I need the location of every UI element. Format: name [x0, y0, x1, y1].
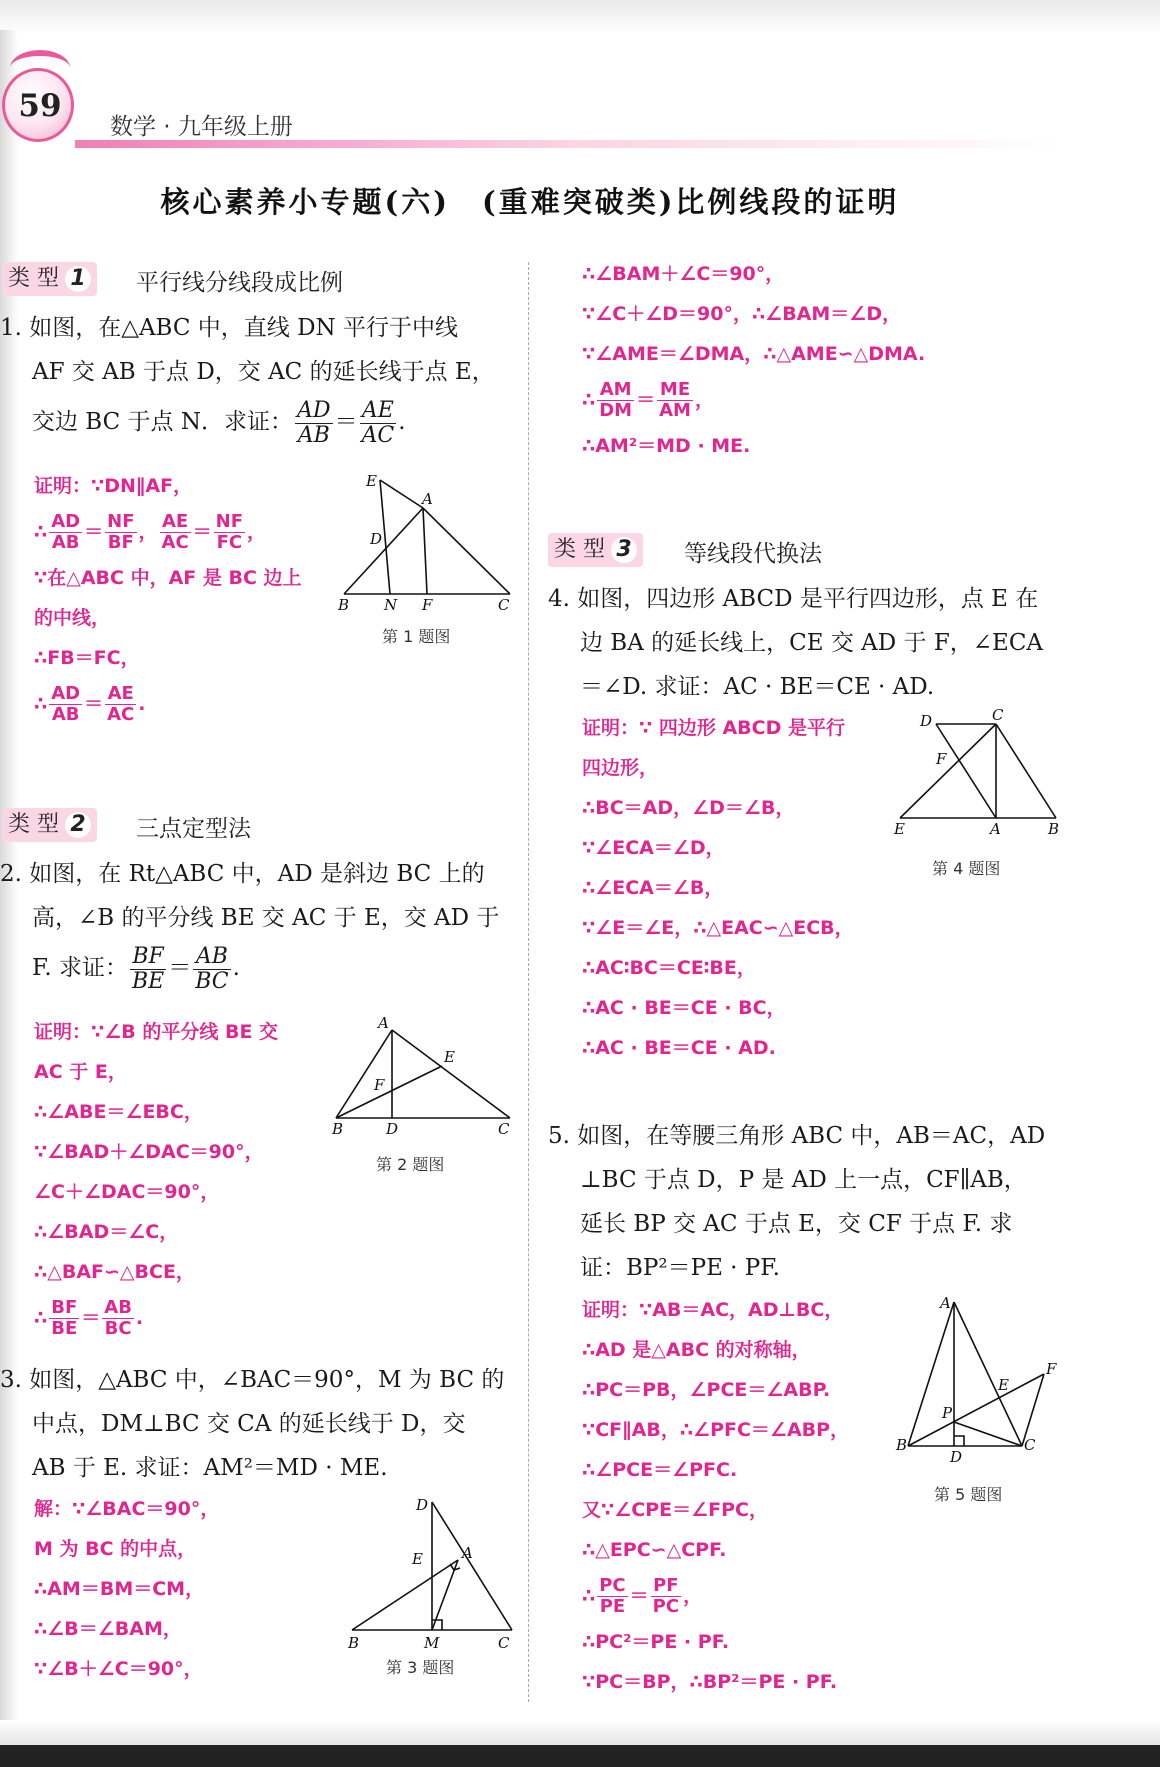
- q1-frac-ad-ab: [295, 399, 333, 448]
- p4-line4: ∵∠ECA＝∠D，: [582, 837, 725, 859]
- fig4-label-b: B: [1048, 820, 1060, 838]
- frac-den: BE: [51, 1318, 78, 1339]
- frac-num: AB: [193, 945, 230, 970]
- section-1-tag: [2, 262, 97, 296]
- frac-nf-bf: [105, 512, 136, 553]
- fig3-label-c: C: [498, 1634, 510, 1652]
- section-3-tag: [548, 533, 643, 567]
- fig1-label-c: C: [498, 596, 510, 614]
- p5-line1: 证明：∵AB＝AC，AD⊥BC，: [582, 1299, 844, 1321]
- p4-line9: ∴AC · BE＝CE · AD.: [582, 1037, 776, 1059]
- p5-line7: ∴△EPC∽△CPF.: [582, 1539, 727, 1561]
- punct: ，: [683, 1585, 703, 1607]
- fig4-line-ec: [900, 724, 996, 818]
- figure-1-svg: [338, 470, 513, 614]
- frac-ae-ac: [160, 512, 191, 553]
- p3-right-line5: ∴AM²＝MD · ME.: [582, 435, 751, 457]
- p5-line5: ∴∠PCE＝∠PFC.: [582, 1459, 738, 1481]
- p5-line2: ∴AD 是△ABC 的对称轴，: [582, 1339, 811, 1361]
- p5-line3: ∴PC＝PB，∠PCE＝∠ABP.: [582, 1379, 831, 1401]
- section-3-tag-label: 类 型: [554, 537, 605, 562]
- fig2-label-a: A: [378, 1014, 389, 1032]
- frac-num: BF: [51, 1297, 78, 1318]
- frac-den: DM: [599, 400, 633, 421]
- p3-right-line2: ∵∠C＋∠D＝90°，∴∠BAM＝∠D，: [582, 303, 902, 325]
- q1-line3: 交边 BC 于点 N．求证： $\frac{AD}{AB}$ ＝ $\frac{AE}{AC}$ .: [32, 397, 406, 448]
- fig3-label-e: E: [412, 1550, 423, 1568]
- figure-3-svg: [346, 1496, 521, 1652]
- frac-pf-pc: [651, 1576, 681, 1617]
- frac-num: AE: [105, 684, 136, 705]
- q2-line3-prefix: F. 求证：: [32, 955, 128, 981]
- frac-num: AD: [51, 683, 81, 704]
- fig4-line-cb: [996, 724, 1056, 818]
- q3-line3: AB 于 E. 求证：AM²＝MD · ME.: [32, 1455, 388, 1481]
- fig2-label-f: F: [374, 1076, 385, 1094]
- frac-ab-bc: [102, 1298, 134, 1339]
- fig5-line-ac: [954, 1302, 1022, 1446]
- therefore-symbol: ∴: [34, 693, 48, 715]
- fig3-label-a: A: [462, 1544, 473, 1562]
- p3-line2: M 为 BC 的中点，: [34, 1538, 197, 1560]
- page-number: 59: [18, 88, 62, 124]
- section-2-tag: [2, 808, 97, 842]
- q4-line1: 4. 如图，四边形 ABCD 是平行四边形，点 E 在: [548, 586, 1039, 612]
- p4-line3: ∴BC＝AD，∠D＝∠B，: [582, 797, 795, 819]
- fig1-label-n: N: [384, 596, 398, 614]
- fig1-label-e: E: [366, 472, 377, 490]
- frac-ad-ab: [49, 512, 82, 553]
- frac-den: PC: [652, 1596, 680, 1617]
- equals: ＝: [192, 521, 212, 543]
- frac-num: AD: [297, 397, 331, 423]
- frac-den: PE: [599, 1596, 626, 1617]
- therefore-symbol: ∴: [34, 1307, 48, 1329]
- frac-den: AM: [659, 400, 691, 421]
- punct: ，: [694, 389, 714, 411]
- q2-line2: 高，∠B 的平分线 BE 交 AC 于 E，交 AD 于: [32, 905, 500, 931]
- p3-line5: ∵∠B＋∠C＝90°，: [34, 1658, 203, 1680]
- p1-line6: ∴ $\frac{AD}{AB}$ ＝ $\frac{AE}{AC}$ .: [34, 683, 146, 725]
- frac-num: NF: [107, 511, 135, 532]
- frac-num: ME: [657, 380, 693, 401]
- frac-den: AB: [51, 704, 80, 725]
- fig2-label-e: E: [444, 1048, 455, 1066]
- frac-num: AD: [51, 511, 81, 532]
- p2-line4: ∵∠BAD＋∠DAC＝90°，: [34, 1141, 264, 1163]
- fig5-label-p: P: [942, 1404, 953, 1422]
- figure-1-caption: 第 1 题图: [382, 627, 451, 646]
- figure-2-caption: 第 2 题图: [376, 1155, 445, 1174]
- p2-line2: AC 于 E，: [34, 1061, 127, 1083]
- fig2-label-c: C: [498, 1120, 510, 1138]
- equals: ＝: [84, 521, 104, 543]
- p4-line8: ∴AC · BE＝CE · BC，: [582, 997, 786, 1019]
- frac-ae-ac: [105, 684, 136, 725]
- proof-5: [582, 1290, 922, 1702]
- punct: .: [138, 693, 146, 715]
- q4-line3: ＝∠D. 求证：AC · BE＝CE · AD.: [580, 674, 935, 700]
- question-2: [0, 852, 520, 996]
- fig1-label-a: A: [422, 490, 433, 508]
- q1-line2: AF 交 AB 于点 D，交 AC 的延长线于点 E，: [32, 359, 495, 385]
- q1-line1: 1. 如图，在△ABC 中，直线 DN 平行于中线: [0, 315, 458, 341]
- frac-num: AM: [597, 380, 634, 401]
- p5-line9: ∴PC²＝PE · PF.: [582, 1631, 730, 1653]
- p3-line3: ∴AM＝BM＝CM，: [34, 1578, 205, 1600]
- p2-line6: ∴∠BAD＝∠C，: [34, 1221, 179, 1243]
- p1-line3: ∵在△ABC 中，AF 是 BC 边上: [34, 567, 302, 589]
- therefore-symbol: ∴: [582, 389, 596, 411]
- frac-den: AB: [297, 422, 330, 448]
- figure-5-svg: [896, 1294, 1066, 1468]
- fig5-label-e: E: [998, 1376, 1009, 1394]
- fig3-label-d: D: [416, 1496, 429, 1514]
- fig1-line-ac: [423, 508, 510, 594]
- q1-frac-ae-ac: [360, 399, 397, 448]
- p3-right-line3: ∵∠AME＝∠DMA，∴△AME∽△DMA.: [582, 343, 926, 365]
- figure-5: [896, 1294, 1066, 1472]
- frac-den: BE: [132, 968, 165, 994]
- frac-num: NF: [215, 511, 244, 532]
- p4-line6: ∵∠E＝∠E，∴△EAC∽△ECB，: [582, 917, 854, 939]
- q3-line2: 中点，DM⊥BC 交 CA 的延长线于 D，交: [32, 1411, 466, 1437]
- frac-num: AE: [160, 512, 191, 533]
- frac-num: AB: [104, 1297, 132, 1318]
- section-2-number: 2: [65, 812, 91, 838]
- fig1-label-d: D: [370, 530, 383, 548]
- figure-2: [332, 1014, 517, 1142]
- figure-1: [338, 470, 513, 614]
- figure-4-svg: [892, 706, 1062, 842]
- p2-line5: ∠C＋∠DAC＝90°，: [34, 1181, 220, 1203]
- frac-num: BF: [130, 945, 166, 970]
- q2-frac-ab-bc: [193, 945, 230, 994]
- therefore-symbol: ∴: [34, 521, 48, 543]
- frac-den: BC: [195, 968, 229, 994]
- fig3-line-dc: [432, 1502, 512, 1630]
- fig5-label-f: F: [1046, 1360, 1057, 1378]
- question-4: [548, 577, 1068, 709]
- page-bottom-shadow: [0, 1720, 1160, 1745]
- frac-den: AC: [361, 422, 395, 448]
- p4-line2: 四边形，: [582, 757, 659, 779]
- fig1-label-f: F: [422, 596, 433, 614]
- frac-am-dm: [597, 380, 634, 421]
- p3-right-line4: ∴ $\frac{AM}{DM}$ ＝ $\frac{ME}{AM}$ ，: [582, 379, 714, 421]
- question-5: [548, 1114, 1068, 1290]
- figure-4: [892, 706, 1062, 846]
- book-title: 数学 · 九年级上册: [110, 114, 293, 140]
- p4-line7: ∴AC∶BC＝CE∶BE，: [582, 957, 756, 979]
- frac-num: PC: [599, 1575, 626, 1596]
- column-divider: [528, 262, 529, 1702]
- p2-line7: ∴△BAF∽△BCE，: [34, 1261, 195, 1283]
- fig3-label-m: M: [424, 1634, 440, 1652]
- fig4-label-d: D: [920, 712, 933, 730]
- q5-line4: 证：BP²＝PE · PF.: [580, 1255, 780, 1281]
- frac-pc-pe: [597, 1576, 627, 1617]
- proof-4: [582, 708, 922, 1068]
- p3-line1: 解：∵∠BAC＝90°，: [34, 1498, 220, 1520]
- section-1-tag-label: 类 型: [8, 266, 59, 291]
- proof-2: [34, 1012, 334, 1344]
- p1-line2: [34, 506, 334, 558]
- p1-line1: 证明：∵DN∥AF，: [34, 475, 193, 497]
- p1-line4: 的中线，: [34, 607, 111, 629]
- page-title: 核心素养小专题(六) (重难突破类)比例线段的证明: [160, 185, 900, 219]
- separator: ，: [138, 521, 158, 543]
- frac-den: FC: [216, 532, 243, 553]
- section-1-number: 1: [65, 266, 91, 292]
- fig4-label-a: A: [990, 820, 1001, 838]
- figure-3-caption: 第 3 题图: [386, 1658, 455, 1677]
- section-1-heading: [2, 262, 522, 300]
- bottom-bar: [0, 1745, 1160, 1767]
- p2-line8: ∴ $\frac{BF}{BE}$ ＝ $\frac{AB}{BC}$ .: [34, 1297, 144, 1339]
- fig5-label-b: B: [896, 1436, 908, 1454]
- header-underline: [75, 140, 1060, 148]
- frac-den: AC: [107, 704, 135, 725]
- proof-3-right: [582, 254, 1052, 466]
- p3-right-line1: ∴∠BAM＋∠C＝90°，: [582, 263, 785, 285]
- fig1-label-b: B: [338, 596, 350, 614]
- fig4-label-f: F: [936, 750, 947, 768]
- p2-line3: ∴∠ABE＝∠EBC，: [34, 1101, 203, 1123]
- q2-line3: F. 求证： $\frac{BF}{BE}$ ＝ $\frac{AB}{BC}$ .: [32, 943, 240, 994]
- punct: .: [135, 1307, 144, 1329]
- q5-line2: ⊥BC 于点 D，P 是 AD 上一点，CF∥AB，: [580, 1167, 1027, 1193]
- fig5-label-c: C: [1024, 1436, 1036, 1454]
- frac-me-am: [657, 380, 693, 421]
- section-3-number: 3: [611, 537, 637, 563]
- section-2-tag-label: 类 型: [8, 812, 59, 837]
- frac-den: BF: [107, 532, 134, 553]
- question-1: [0, 306, 520, 450]
- p4-line1: 证明：∵ 四边形 ABCD 是平行: [582, 717, 845, 739]
- q1-end: .: [398, 409, 406, 435]
- section-1-title: 平行线分线段成比例: [136, 270, 343, 296]
- q4-line2: 边 BA 的延长线上，CE 交 AD 于 F，∠ECA: [580, 630, 1044, 656]
- fig2-line-ac: [392, 1030, 510, 1118]
- section-2-title: 三点定型法: [136, 816, 251, 842]
- frac-den: AC: [161, 532, 189, 553]
- figure-5-caption: 第 5 题图: [934, 1485, 1003, 1504]
- q2-frac-bf-be: [130, 945, 166, 994]
- frac-bf-be: [49, 1298, 79, 1339]
- p2-line1: 证明：∵∠B 的平分线 BE 交: [34, 1021, 279, 1043]
- q5-line3: 延长 BP 交 AC 于点 E，交 CF 于点 F. 求: [580, 1211, 1013, 1237]
- frac-den: AB: [51, 532, 80, 553]
- therefore-symbol: ∴: [582, 1585, 596, 1607]
- p3-line4: ∴∠B＝∠BAM，: [34, 1618, 182, 1640]
- question-3: [0, 1358, 520, 1490]
- frac-num: PF: [651, 1576, 681, 1597]
- fig5-right-angle: [954, 1436, 964, 1446]
- fig3-label-b: B: [348, 1634, 360, 1652]
- section-2-heading: [2, 808, 522, 846]
- fig4-label-e: E: [894, 820, 905, 838]
- q3-line1: 3. 如图，△ABC 中，∠BAC＝90°，M 为 BC 的: [0, 1367, 505, 1393]
- punct: ，: [247, 521, 267, 543]
- fig1-line-af: [423, 508, 427, 594]
- figure-3: [346, 1498, 521, 1652]
- q2-end: .: [232, 955, 240, 981]
- p4-line5: ∴∠ECA＝∠B，: [582, 877, 724, 899]
- q1-line3-prefix: 交边 BC 于点 N．求证：: [32, 409, 293, 435]
- p5-line10: ∵PC＝BP，∴BP²＝PE · PF.: [582, 1671, 838, 1693]
- q5-line1: 5. 如图，在等腰三角形 ABC 中，AB＝AC，AD: [548, 1123, 1046, 1149]
- frac-den: BC: [104, 1318, 132, 1339]
- fig5-label-d: D: [950, 1448, 963, 1466]
- fig2-label-b: B: [332, 1120, 344, 1138]
- figure-2-svg: [332, 1014, 517, 1138]
- fig1-line-ea: [380, 480, 423, 508]
- proof-1: [34, 466, 334, 730]
- p5-line6: 又∵∠CPE＝∠FPC，: [582, 1499, 768, 1521]
- frac-nf-fc: [214, 512, 245, 553]
- figure-4-caption: 第 4 题图: [932, 859, 1001, 878]
- section-3-heading: [548, 533, 1048, 571]
- section-3-title: 等线段代换法: [684, 541, 822, 567]
- page-top-edge: [0, 0, 1160, 34]
- frac-num: AE: [360, 399, 397, 424]
- fig5-label-a: A: [940, 1294, 951, 1312]
- fig4-line-da: [936, 724, 996, 818]
- p5-line4: ∵CF∥AB，∴∠PFC＝∠ABP，: [582, 1419, 850, 1441]
- fig2-label-d: D: [386, 1120, 399, 1138]
- frac-ad-ab: [49, 684, 82, 725]
- p5-line8: ∴ $\frac{PC}{PE}$ ＝ $\frac{PF}{PC}$ ，: [582, 1575, 703, 1617]
- p1-line5: ∴FB＝FC，: [34, 647, 140, 669]
- fig4-label-c: C: [992, 706, 1004, 724]
- q2-line1: 2. 如图，在 Rt△ABC 中，AD 是斜边 BC 上的: [0, 861, 485, 887]
- proof-3-left: [34, 1489, 334, 1689]
